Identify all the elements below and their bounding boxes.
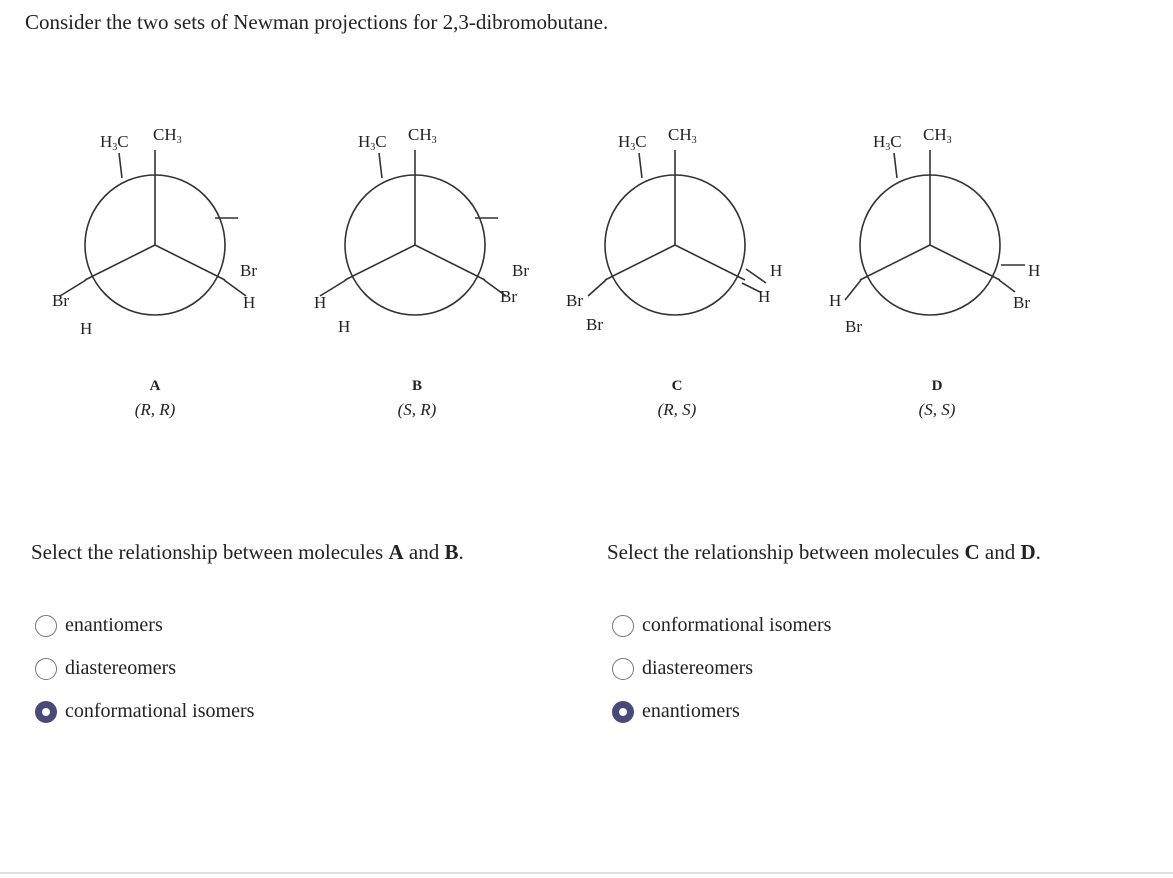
methyl-left-label: $H_3C$	[100, 132, 129, 153]
option-ab-conformational-isomers[interactable]	[35, 700, 254, 723]
molecule-letter: D	[931, 378, 943, 394]
methyl-right-label: $CH_3$	[668, 125, 697, 146]
front-left-label: Br	[586, 315, 603, 334]
radio-button[interactable]	[35, 658, 57, 680]
back-left-label: H	[314, 293, 327, 312]
front-right-label: Br	[500, 287, 517, 306]
option-label: diastereomers	[642, 657, 754, 679]
question-cd-prompt: Select the relationship between molecules C and D.	[607, 540, 1041, 564]
newman-projection-c	[566, 120, 830, 440]
option-label: conformational isomers	[642, 614, 832, 636]
front-left-label: H	[338, 317, 351, 336]
option-label: diastereomers	[65, 657, 177, 679]
option-label: conformational isomers	[65, 700, 255, 722]
methyl-left-label: $H_3C$	[358, 132, 387, 153]
front-left-label: H	[80, 319, 93, 338]
back-right-label: H	[1028, 261, 1041, 280]
molecule-letter: A	[149, 378, 161, 394]
question-text: Consider the two sets of Newman projections for 2,3-dibromobutane.	[25, 10, 609, 34]
radio-button[interactable]	[612, 658, 634, 680]
methyl-left-label: $H_3C$	[618, 132, 647, 153]
newman-projection-d	[825, 120, 1085, 440]
back-right-label: H	[770, 261, 783, 280]
front-right-label: H	[758, 287, 771, 306]
front-right-label: H	[243, 293, 256, 312]
methyl-right-label: $CH_3$	[408, 125, 437, 146]
newman-projection-b	[310, 120, 570, 440]
radio-button[interactable]	[35, 615, 57, 637]
methyl-left-label: $H_3C$	[873, 132, 902, 153]
radio-button-selected[interactable]	[612, 701, 634, 723]
back-right-label: Br	[240, 261, 257, 280]
option-label: enantiomers	[642, 700, 740, 722]
bottom-divider	[0, 872, 1173, 874]
option-cd-enantiomers[interactable]	[612, 700, 740, 723]
back-left-label: Br	[566, 291, 583, 310]
question-ab-prompt: Select the relationship between molecules A and B.	[31, 540, 464, 564]
molecule-configuration: (R, R)	[134, 400, 176, 419]
back-left-label: H	[829, 291, 842, 310]
front-right-label: Br	[1013, 293, 1030, 312]
front-left-label: Br	[845, 317, 862, 336]
option-ab-diastereomers[interactable]	[35, 657, 176, 680]
molecule-configuration: (R, S)	[657, 400, 697, 419]
molecule-configuration: (S, R)	[397, 400, 437, 419]
option-cd-diastereomers[interactable]	[612, 657, 753, 680]
back-right-label: Br	[512, 261, 529, 280]
option-cd-conformational-isomers[interactable]	[612, 614, 831, 637]
molecule-letter: B	[411, 378, 422, 394]
radio-button-selected[interactable]	[35, 701, 57, 723]
methyl-right-label: $CH_3$	[153, 125, 182, 146]
back-left-label: Br	[52, 291, 69, 310]
option-label: enantiomers	[65, 614, 163, 636]
option-ab-enantiomers[interactable]	[35, 614, 163, 637]
molecule-configuration: (S, S)	[918, 400, 956, 419]
radio-button[interactable]	[612, 615, 634, 637]
methyl-right-label: $CH_3$	[923, 125, 952, 146]
newman-projection-a	[50, 120, 310, 440]
molecule-letter: C	[671, 378, 683, 394]
